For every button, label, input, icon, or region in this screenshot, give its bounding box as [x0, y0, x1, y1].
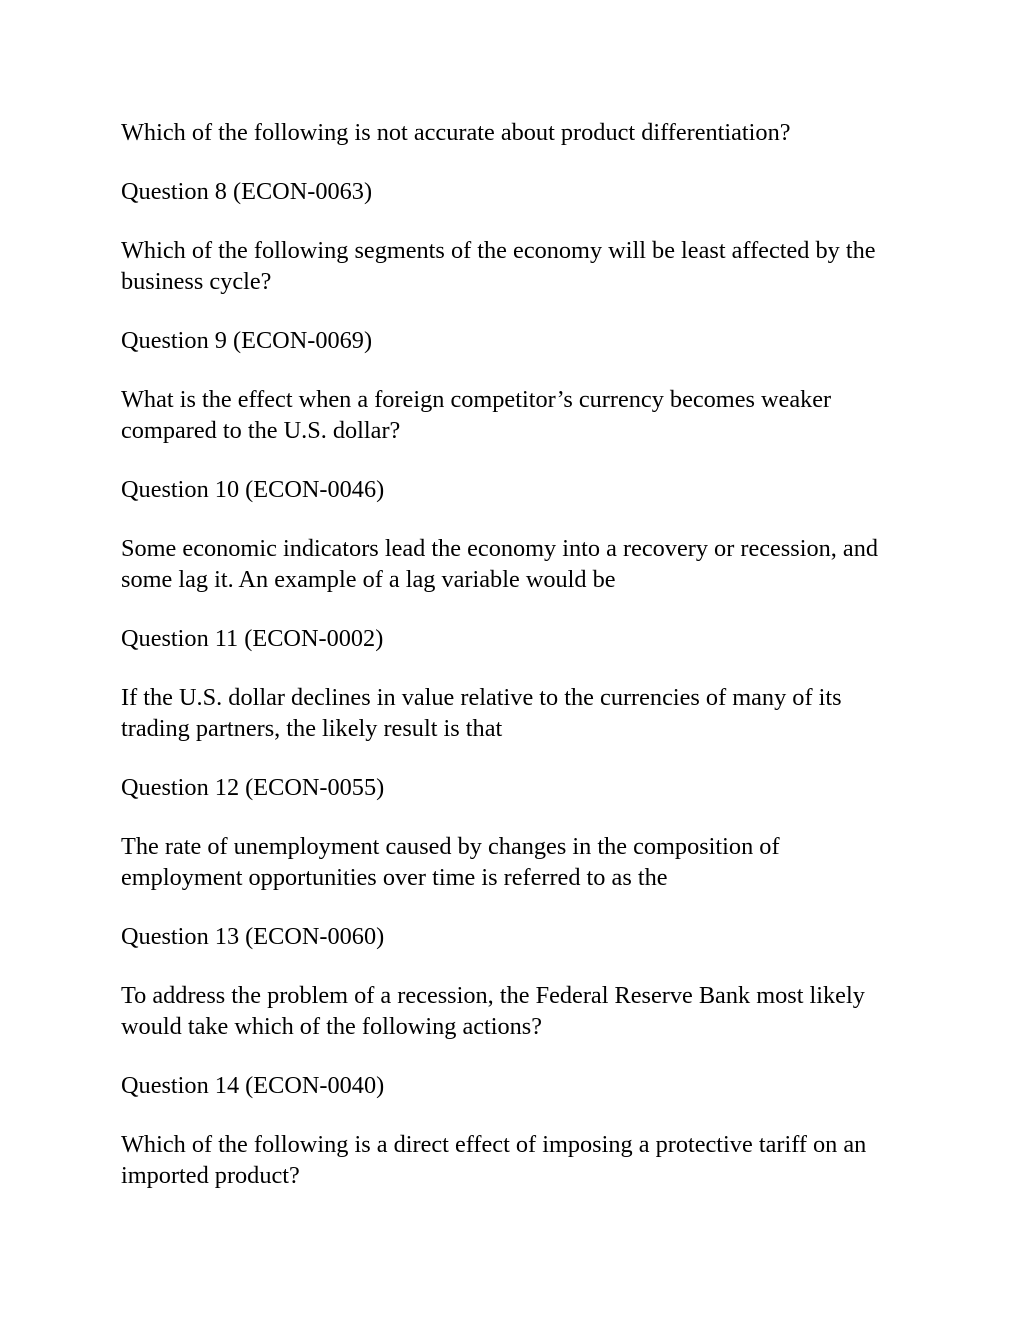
- question-10-text: Some economic indicators lead the economy into a recovery or recession, and some lag it. An example of a lag variable would be: [121, 535, 878, 593]
- question-7-text: Which of the following is not accurate about product differentiation?: [121, 119, 791, 146]
- question-12-text: The rate of unemployment caused by changes in the composition of employment opportunities over time is referred to as the: [121, 833, 780, 891]
- question-10-heading: Question 10 (ECON-0046): [121, 476, 385, 503]
- question-11-text: If the U.S. dollar declines in value relative to the currencies of many of its trading partners, the likely result is that: [121, 684, 842, 742]
- question-14-heading: Question 14 (ECON-0040): [121, 1072, 385, 1099]
- question-8-text: Which of the following segments of the economy will be least affected by the business cycle?: [121, 237, 876, 295]
- question-9-heading: Question 9 (ECON-0069): [121, 327, 373, 354]
- document-content: [121, 117, 901, 1219]
- question-14-text: Which of the following is a direct effect of imposing a protective tariff on an imported product?: [121, 1131, 867, 1189]
- question-8-heading: Question 8 (ECON-0063): [121, 178, 373, 205]
- question-9-text: What is the effect when a foreign competitor’s currency becomes weaker compared to the U.S. dollar?: [121, 386, 832, 444]
- question-13-text: To address the problem of a recession, the Federal Reserve Bank most likely would take which of the following actions?: [121, 982, 865, 1040]
- question-11-heading: Question 11 (ECON-0002): [121, 625, 384, 652]
- question-12-heading: Question 12 (ECON-0055): [121, 774, 385, 801]
- question-13-heading: Question 13 (ECON-0060): [121, 923, 385, 950]
